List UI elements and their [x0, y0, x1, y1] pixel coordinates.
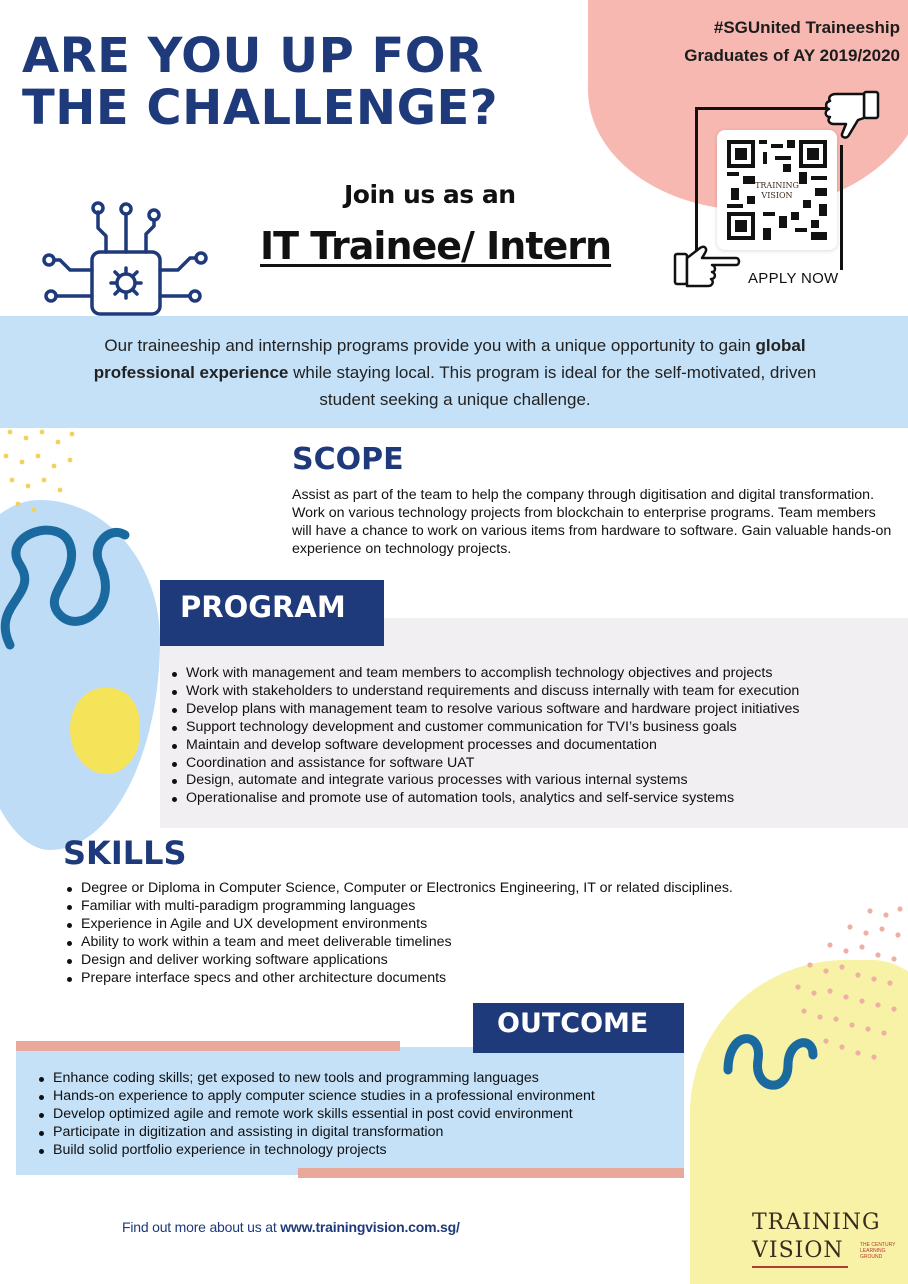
intro-highlight: global professional experience: [93, 336, 806, 382]
logo-underline: [752, 1266, 848, 1268]
role-title: IT Trainee/ Intern: [260, 224, 612, 268]
qr-frame-right-line: [840, 145, 843, 270]
scope-text: Assist as part of the team to help the company through digitisation and digital transformation. Work on various technology projects from blockchain to enterprise programs. Team members will have a chance to work on various items from hardware to software. Gain valuable hands-on experience on technology projects.: [292, 487, 892, 557]
skills-list: [65, 880, 845, 987]
website-link[interactable]: www.trainingvision.com.sg/: [280, 1219, 460, 1235]
scope-heading: SCOPE: [292, 442, 404, 477]
list-item: Enhance coding skills; get exposed to new tools and programming languages: [37, 1070, 677, 1088]
intro-text-end: while staying local. This program is ideal for the self-motivated, driven student seeking a unique challenge.: [288, 363, 817, 409]
qr-logo-line-1: TRAINING: [755, 181, 799, 190]
accent-bar-top: [16, 1041, 400, 1051]
yellow-blob-decoration: [70, 688, 140, 774]
logo-line-1: TRAINING: [752, 1210, 881, 1235]
outcome-heading: OUTCOME: [497, 1008, 649, 1039]
logo-line-2: VISION: [752, 1238, 844, 1263]
list-item: Work with management and team members to accomplish technology objectives and projects: [170, 665, 900, 683]
squiggle-decoration-left: [0, 505, 130, 655]
intro-paragraph: [90, 332, 820, 413]
accent-bar-bottom: [298, 1168, 684, 1178]
qr-logo-line-2: VISION: [761, 191, 793, 200]
list-item: Maintain and develop software development processes and documentation: [170, 737, 900, 755]
tag-line-1: #SGUnited Traineeship: [713, 18, 900, 37]
skills-heading: SKILLS: [63, 834, 187, 872]
training-vision-logo: [752, 1210, 902, 1270]
qr-code[interactable]: [717, 130, 837, 250]
program-list: [170, 665, 900, 808]
logo-tagline: THE CENTURY LEARNING GROUND: [860, 1242, 896, 1260]
intro-text-start: Our traineeship and internship programs provide you with a unique opportunity to gain: [104, 336, 756, 355]
list-item: Design and deliver working software applications: [65, 952, 845, 970]
footer-label: Find out more about us at: [122, 1219, 281, 1235]
title-line-2: THE CHALLENGE?: [22, 80, 499, 136]
list-item: Develop plans with management team to resolve various software and hardware project initiatives: [170, 701, 900, 719]
qr-code-icon: [727, 140, 827, 240]
page-title: [22, 30, 498, 134]
list-item: Familiar with multi-paradigm programming languages: [65, 898, 845, 916]
tag-line-2: Graduates of AY 2019/2020: [684, 46, 900, 65]
program-heading: PROGRAM: [180, 590, 346, 624]
list-item: Participate in digitization and assisting in digital transformation: [37, 1124, 677, 1142]
outcome-list: [37, 1070, 677, 1160]
squiggle-decoration-right: [718, 1010, 818, 1110]
list-item: Operationalise and promote use of automation tools, analytics and self-service systems: [170, 790, 900, 808]
traineeship-tag: [684, 14, 900, 70]
list-item: Design, automate and integrate various processes with various internal systems: [170, 772, 900, 790]
list-item: Ability to work within a team and meet deliverable timelines: [65, 934, 845, 952]
list-item: Work with stakeholders to understand requirements and discuss internally with team for execution: [170, 683, 900, 701]
list-item: Hands-on experience to apply computer science studies in a professional environment: [37, 1088, 677, 1106]
list-item: Degree or Diploma in Computer Science, Computer or Electronics Engineering, IT or related disciplines.: [65, 880, 845, 898]
list-item: Coordination and assistance for software UAT: [170, 755, 900, 773]
join-us-text: Join us as an: [344, 180, 516, 209]
title-line-1: ARE YOU UP FOR: [22, 28, 484, 84]
footer-text: [122, 1219, 460, 1235]
list-item: Build solid portfolio experience in technology projects: [37, 1142, 677, 1160]
circuit-chip-icon: [40, 200, 210, 320]
apply-now-label[interactable]: APPLY NOW: [748, 270, 839, 287]
list-item: Develop optimized agile and remote work skills essential in post covid environment: [37, 1106, 677, 1124]
list-item: Prepare interface specs and other architecture documents: [65, 970, 845, 988]
list-item: Support technology development and customer communication for TVI’s business goals: [170, 719, 900, 737]
list-item: Experience in Agile and UX development environments: [65, 916, 845, 934]
